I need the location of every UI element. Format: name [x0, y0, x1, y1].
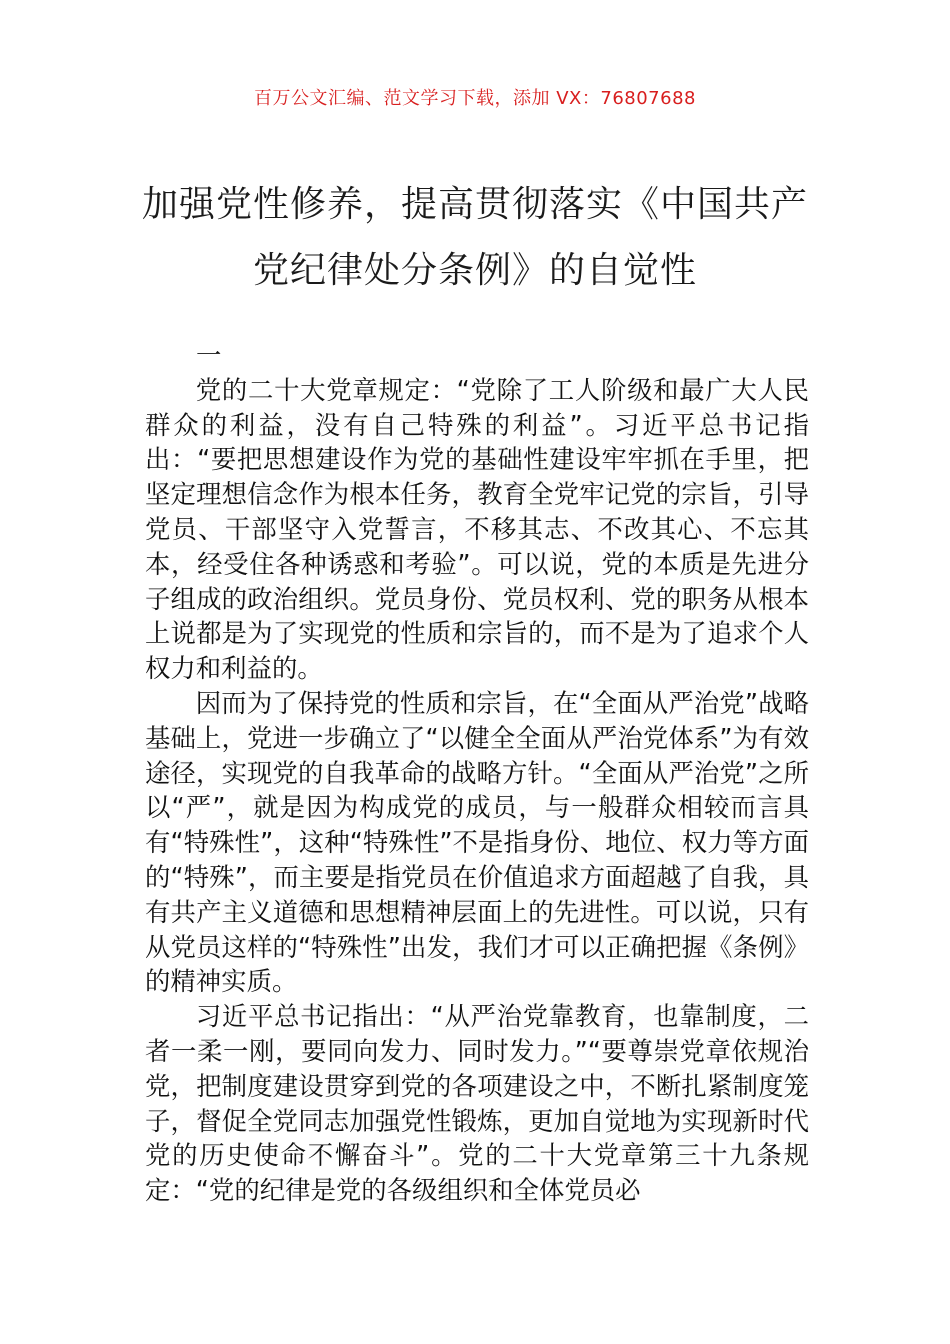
paragraph-1: 党的二十大党章规定：“党除了工人阶级和最广大人民群众的利益，没有自己特殊的利益”。习近平总书记指出：“要把思想建设作为党的基础性建设牢牢抓在手里，把坚定理想信念作为根本任务，教育全党牢记党的宗旨，引导党员、干部坚守入党誓言，不移其志、不改其心、不忘其本，经受住各种诱惑和考验”。可以说，党的本质是先进分子组成的政治组织。党员身份、党员权利、党的职务从根本上说都是为了实现党的性质和宗旨的，而不是为了追求个人权力和利益的。 [145, 374, 809, 684]
paragraph-2: 因而为了保持党的性质和宗旨，在“全面从严治党”战略基础上，党进一步确立了“以健全全面从严治党体系”为有效途径，实现党的自我革命的战略方针。“全面从严治党”之所以“严”，就是因为构成党的成员，与一般群众相较而言具有“特殊性”，这种“特殊性”不是指身份、地位、权力等方面的“特殊”，而主要是指党员在价值追求方面超越了自我，具有共产主义道德和思想精神层面上的先进性。可以说，只有从党员这样的“特殊性”出发，我们才可以正确把握《条例》的精神实质。 [145, 687, 809, 997]
title-line-2: 党纪律处分条例》的自觉性 [252, 250, 697, 291]
title-line-1: 加强党性修养，提高贯彻落实《中国共产 [141, 184, 808, 225]
paragraph-3: 习近平总书记指出：“从严治党靠教育，也靠制度，二者一柔一刚，要同向发力、同时发力。”“要尊崇党章依规治党，把制度建设贯穿到党的各项建设之中，不断扎紧制度笼子，督促全党同志加强党性锻炼，更加自觉地为实现新时代党的历史使命不懈奋斗”。党的二十大党章第三十九条规定：“党的纪律是党的各级组织和全体党员必 [145, 1001, 809, 1206]
document-body [145, 338, 809, 1208]
document-title [120, 172, 830, 304]
section-number: 一 [196, 340, 222, 370]
header-banner: 百万公文汇编、范文学习下载，添加 VX：76807688 [254, 88, 696, 109]
